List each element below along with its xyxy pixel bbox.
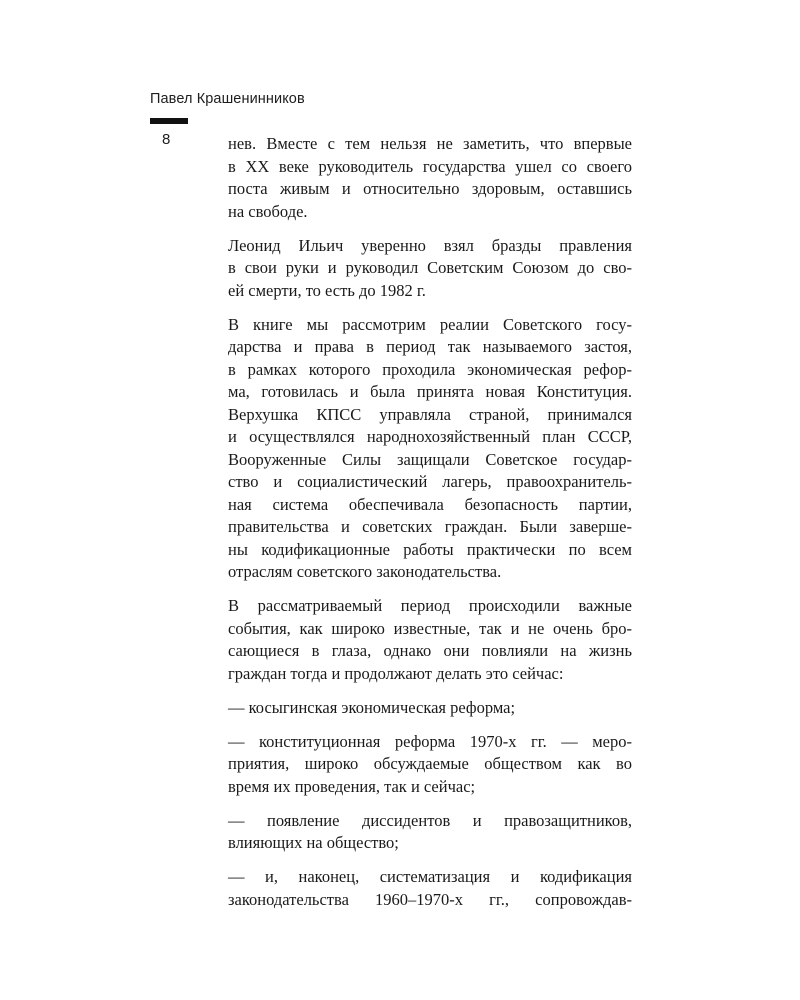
text-line: ма, готовилась и была принята новая Конституция. xyxy=(228,382,632,401)
text-line: правительства и советских граждан. Были заверше- xyxy=(228,517,632,536)
paragraph xyxy=(228,866,632,911)
text-line: и осуществлялся народнохозяйственный план СССР, xyxy=(228,427,632,446)
text-line: граждан тогда и продолжают делать это сейчас: xyxy=(228,663,564,683)
text-line: дарства и права в период так называемого застоя, xyxy=(228,337,632,356)
text-line: В рассматриваемый период происходили важные xyxy=(228,596,632,615)
text-line: ны кодификационные работы практически по всем xyxy=(228,539,632,559)
text-line: сающиеся в глаза, однако они повлияли на жизнь xyxy=(228,641,632,660)
text-line: — появление диссидентов и правозащитников, xyxy=(228,810,632,830)
text-line: нев. Вместе с тем нельзя не заметить, что впервые xyxy=(228,134,632,153)
text-line: — конституционная реформа 1970-х гг. — меро- xyxy=(228,731,632,751)
text-line: отраслям советского законодательства. xyxy=(228,562,502,581)
text-line: в XX веке руководитель государства ушел со своего xyxy=(228,156,632,176)
paragraph xyxy=(228,314,632,584)
paragraph xyxy=(228,595,632,685)
text-line: события, как широко известные, так и не очень бро- xyxy=(228,618,632,638)
text-line: ство и социалистический лагерь, правоохранитель- xyxy=(228,472,632,491)
text-line: время их проведения, так и сейчас; xyxy=(228,776,476,796)
page-number: 8 xyxy=(162,131,171,148)
text-line: Верхушка КПСС управляла страной, принимался xyxy=(228,404,632,424)
text-line: на свободе. xyxy=(228,201,308,221)
text-line: в свои руки и руководил Советским Союзом до сво- xyxy=(228,258,632,277)
text-line: влияющих на общество; xyxy=(228,833,399,852)
text-line: законодательства 1960–1970-х гг., сопровождав- xyxy=(228,889,632,909)
text-line: ная система обеспечивала безопасность партии, xyxy=(228,494,632,514)
paragraph xyxy=(228,133,632,223)
text-line: Леонид Ильич уверенно взял бразды правления xyxy=(228,235,632,255)
text-line: в рамках которого проходила экономическая рефор- xyxy=(228,359,632,379)
header-rule xyxy=(150,118,188,124)
text-line: приятия, широко обсуждаемые обществом как во xyxy=(228,754,632,773)
running-head-author: Павел Крашенинников xyxy=(150,91,305,107)
paragraph xyxy=(228,235,632,303)
text-line: — и, наконец, систематизация и кодификация xyxy=(228,867,632,886)
text-line: В книге мы рассмотрим реалии Советского госу- xyxy=(228,314,632,334)
paragraph xyxy=(228,697,632,720)
paragraph xyxy=(228,731,632,799)
body-text xyxy=(228,133,632,923)
text-line: Вооруженные Силы защищали Советское государ- xyxy=(228,449,632,469)
text-line: ей смерти, то есть до 1982 г. xyxy=(228,280,426,300)
paragraph xyxy=(228,810,632,855)
text-line: поста живым и относительно здоровым, оставшись xyxy=(228,179,632,198)
text-line: — косыгинская экономическая реформа; xyxy=(228,697,516,717)
